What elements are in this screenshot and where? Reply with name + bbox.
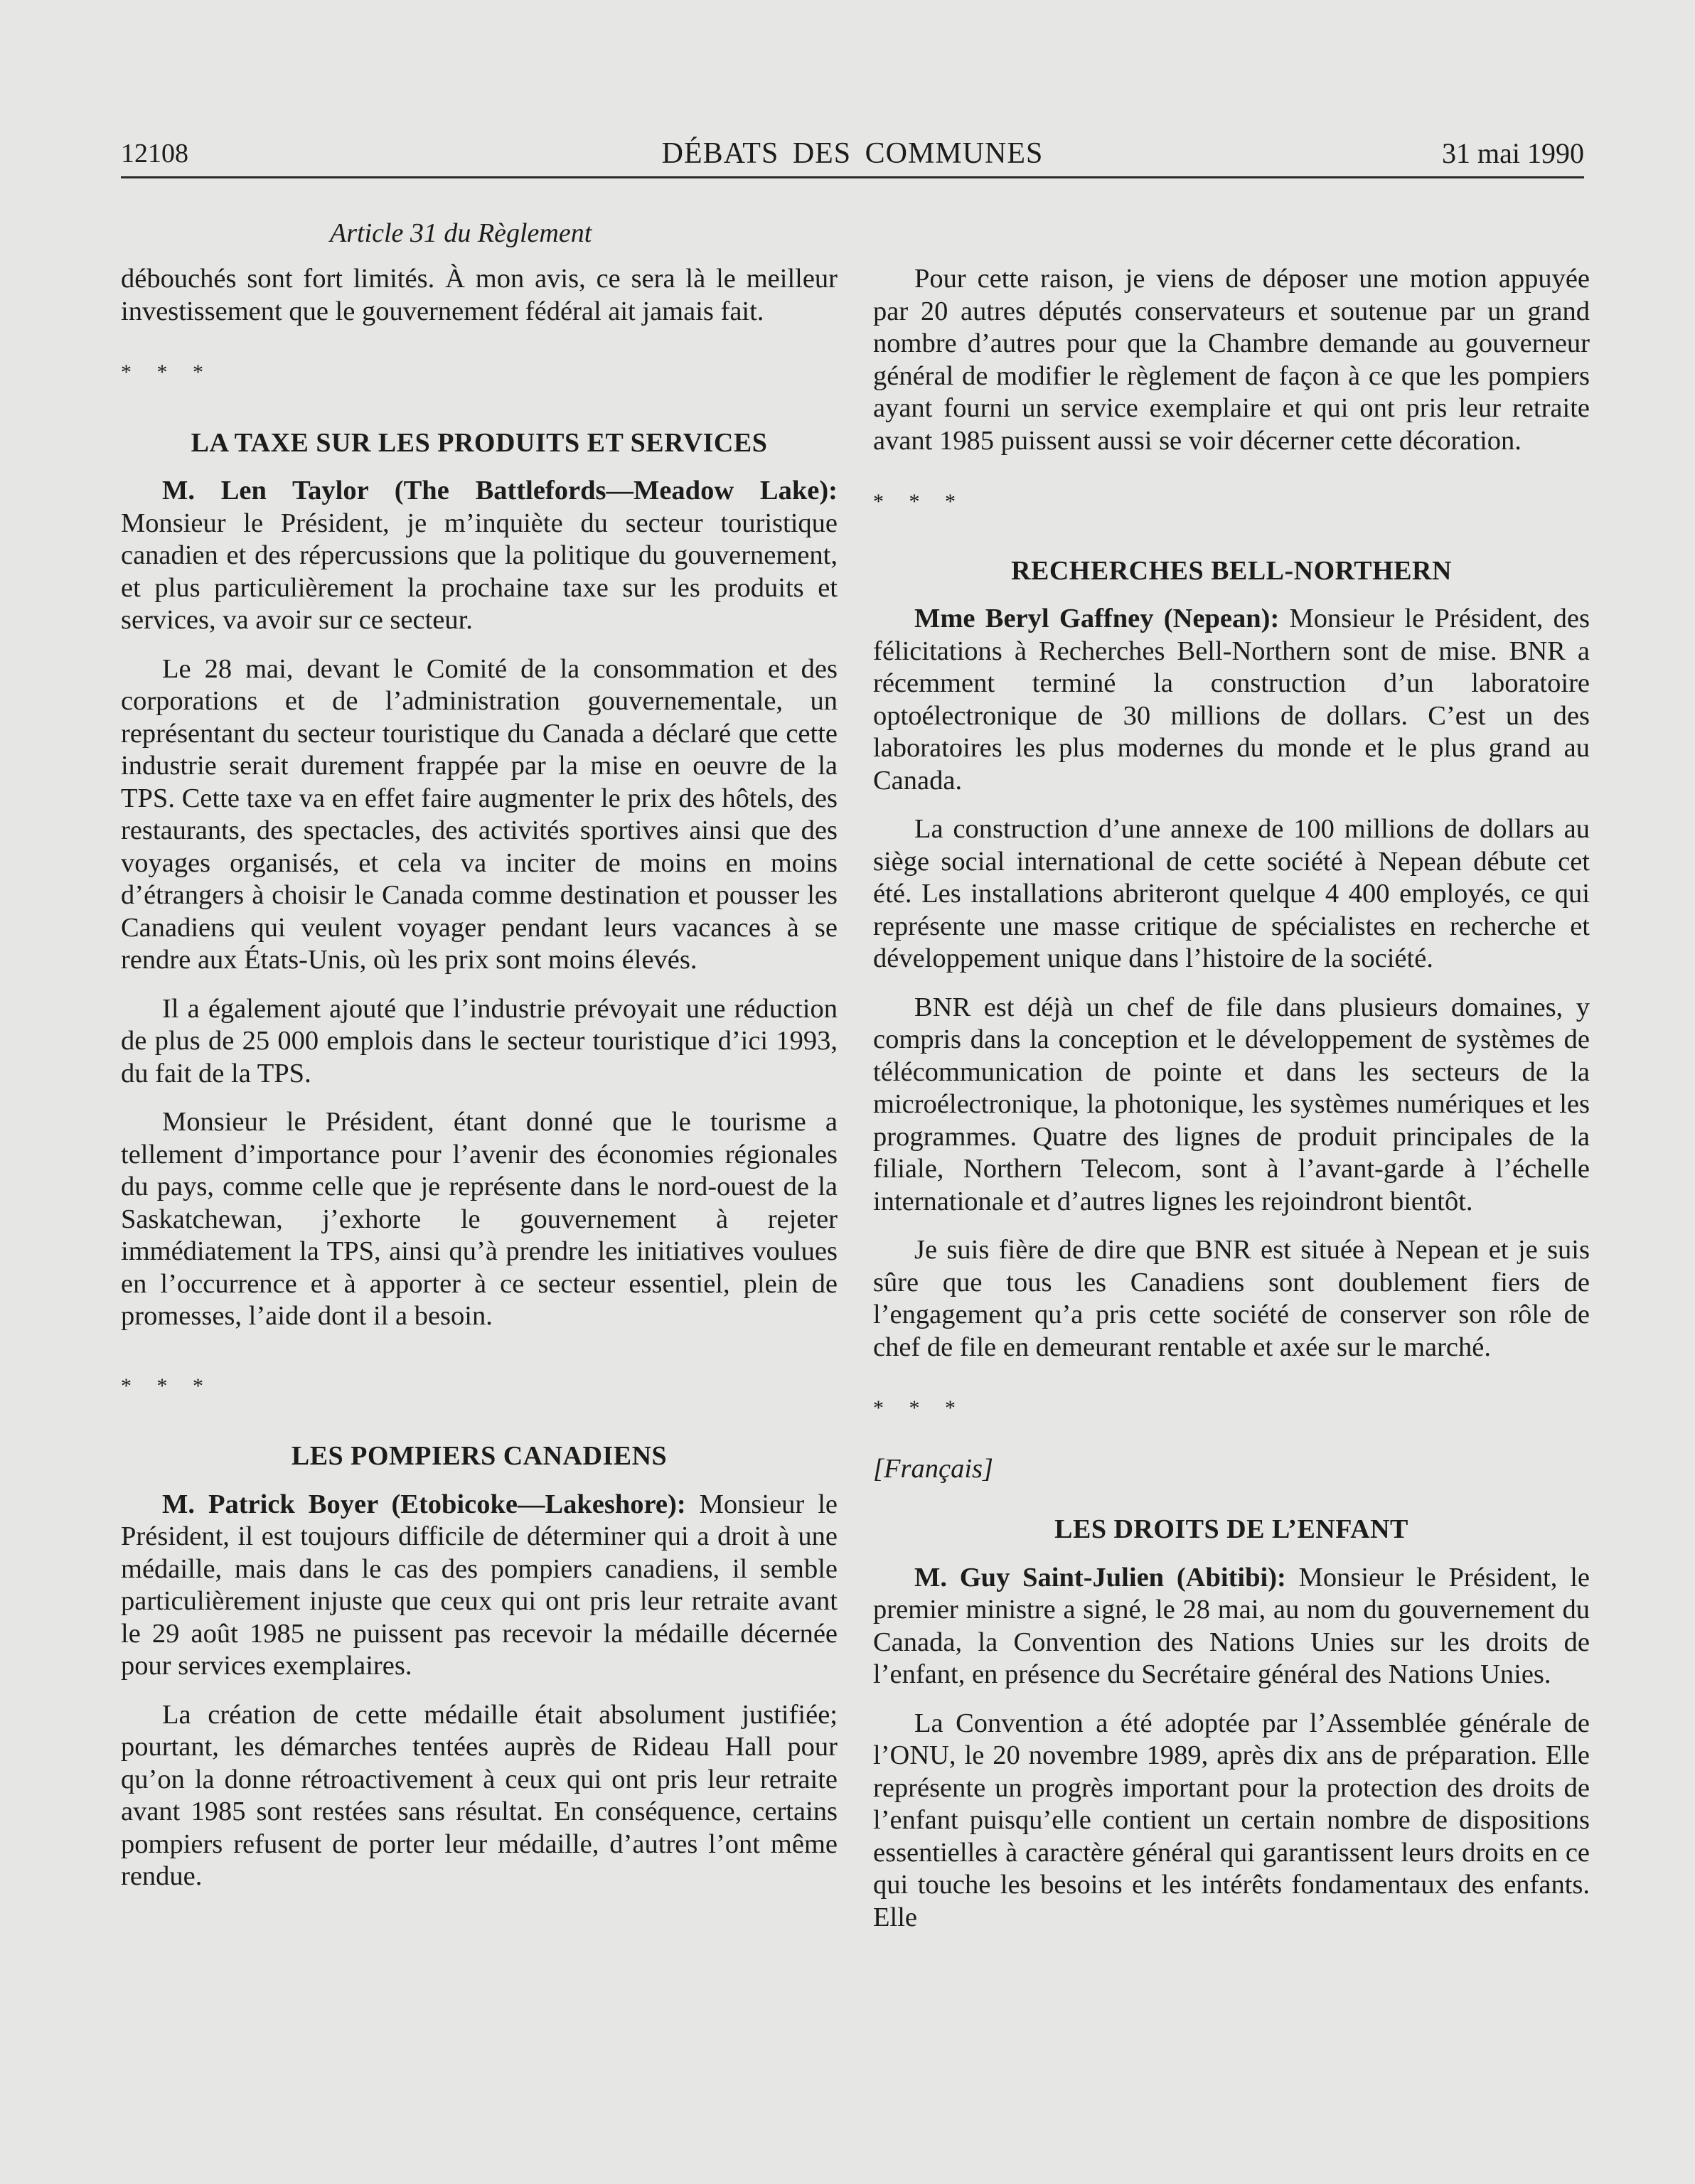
paragraph (873, 1562, 1590, 1691)
speaker-name: Mme Beryl Gaffney (Nepean): (914, 604, 1280, 633)
speech-text: Monsieur le Président, le premier ministre a signé, le 28 mai, au nom du gouvernement du Canada, la Convention des Nations Unies sur les droits de l’enfant, en présence du Secrétaire général des Nations Unies. (873, 1562, 1590, 1689)
page-number: 12108 (121, 139, 188, 168)
section-separator: * * * (873, 1396, 966, 1420)
section-separator: * * * (121, 1374, 213, 1398)
paragraph: BNR est déjà un chef de file dans plusieurs domaines, y compris dans la conception et le développement de systèmes de télécommunication de pointe et dans les secteurs de la microélectronique, la photonique, les systèmes numériques et les programmes. Quatre des lignes de produit principales de la filiale, Northern Telecom, sont à l’avant-garde à l’échelle internationale et d’autres lignes les rejoindront bientôt. (873, 992, 1590, 1216)
section-heading: LA TAXE SUR LES PRODUITS ET SERVICES (191, 427, 768, 458)
publication-date: 31 mai 1990 (1442, 137, 1584, 169)
paragraph: Il a également ajouté que l’industrie prévoyait une réduction de plus de 25 000 emplois dans le secteur touristique d’ici 1993, du fait de la TPS. (121, 993, 838, 1088)
paragraph (873, 603, 1590, 797)
speaker-name: M. Patrick Boyer (Etobicoke—Lakeshore): (162, 1489, 686, 1519)
paragraph: Pour cette raison, je viens de déposer une motion appuyée par 20 autres députés conservateurs et soutenue par un grand nombre d’autres pour que la Chambre demande au gouverneur général de modifier le règlement de façon à ce que les pompiers ayant fourni un service exemplaire et qui ont pris leur retraite avant 1985 puissent aussi se voir décerner cette décoration. (873, 264, 1590, 456)
paragraph (121, 1489, 838, 1683)
section-separator: * * * (121, 360, 213, 384)
section-heading: LES POMPIERS CANADIENS (291, 1441, 668, 1471)
section-subheader: Article 31 du Règlement (330, 218, 592, 248)
paragraph: débouchés sont fort limités. À mon avis, ce sera là le meilleur investissement que le gouvernement fédéral ait jamais fait. (121, 264, 838, 326)
language-marker: [Français] (873, 1453, 993, 1484)
paragraph: La construction d’une annexe de 100 millions de dollars au siège social international de cette société à Nepean débute cet été. Les installations abriteront quelque 4 400 employés, ce qui représente une masse critique de spécialistes en recherche et développement unique dans l’histoire de la société. (873, 814, 1590, 973)
speech-text: Monsieur le Président, il est toujours difficile de déterminer qui a droit à une médaille, mais dans le cas des pompiers canadiens, il semble particulièrement injuste que ceux qui ont pris leur retraite avant le 29 août 1985 ne puissent pas recevoir la médaille décernée pour services exemplaires. (121, 1489, 838, 1681)
section-separator: * * * (873, 490, 966, 513)
section-heading: RECHERCHES BELL-NORTHERN (1011, 555, 1452, 586)
right-column (873, 263, 1590, 1950)
speech-text: Monsieur le Président, des félicitations à Recherches Bell-Northern sont de mise. BNR a récemment terminé la construction d’un laboratoire optoélectronique de 30 millions de dollars. C’est un des laboratoires les plus modernes du monde et le plus grand au Canada. (873, 604, 1590, 796)
publication-title: DÉBATS DES COMMUNES (661, 137, 1044, 170)
paragraph: La Convention a été adoptée par l’Assemblée générale de l’ONU, le 20 novembre 1989, après dix ans de préparation. Elle représente un progrès important pour la protection des droits de l’enfant puisqu’elle contient un certain nombre de dispositions essentielles à caractère général qui garantissent leurs droits en ce qui touche les besoins et les intérêts fondamentaux des enfants. Elle (873, 1708, 1590, 1932)
paragraph: Monsieur le Président, étant donné que le tourisme a tellement d’importance pour l’avenir des économies régionales du pays, comme celle que je représente dans le nord-ouest de la Saskatchewan, j’exhorte le gouvernement à rejeter immédiatement la TPS, ainsi qu’à prendre les initiatives voulues en l’occurrence et à apporter à ce secteur essentiel, plein de promesses, l’aide dont il a besoin. (121, 1107, 838, 1331)
left-column (121, 263, 838, 1910)
speaker-name: M. Len Taylor (The Battlefords—Meadow Lake): (162, 476, 838, 505)
section-heading: LES DROITS DE L’ENFANT (1054, 1514, 1408, 1544)
speaker-name: M. Guy Saint-Julien (Abitibi): (914, 1562, 1286, 1592)
paragraph: Le 28 mai, devant le Comité de la consommation et des corporations et de l’administration gouvernementale, un représentant du secteur touristique du Canada a déclaré que cette industrie serait durement frappée par la mise en oeuvre de la TPS. Cette taxe va en effet faire augmenter le prix des hôtels, des restaurants, des spectacles, des activités sportives ainsi que des voyages organisés, et cela va inciter de moins en moins d’étrangers à choisir le Canada comme destination et pousser les Canadiens qui veulent voyager pendant leurs vacances à se rendre aux États-Unis, où les prix sont moins élevés. (121, 653, 838, 975)
speech-text: Monsieur le Président, je m’inquiète du secteur touristique canadien et des répercussions que la politique du gouvernement, et plus particulièrement la prochaine taxe sur les produits et services, va avoir sur ce secteur. (121, 508, 838, 635)
paragraph: Je suis fière de dire que BNR est située à Nepean et je suis sûre que tous les Canadiens sont doublement fiers de l’engagement qu’a pris cette société de conserver son rôle de chef de file en demeurant rentable et axée sur le marché. (873, 1235, 1590, 1362)
page-header (121, 134, 1584, 178)
paragraph (121, 475, 838, 637)
paragraph: La création de cette médaille était absolument justifiée; pourtant, les démarches tentées auprès de Rideau Hall pour qu’on la donne rétroactivement à ceux qui ont pris leur retraite avant 1985 sont restées sans résultat. En conséquence, certains pompiers refusent de porter leur médaille, d’autres l’ont même rendue. (121, 1699, 838, 1891)
